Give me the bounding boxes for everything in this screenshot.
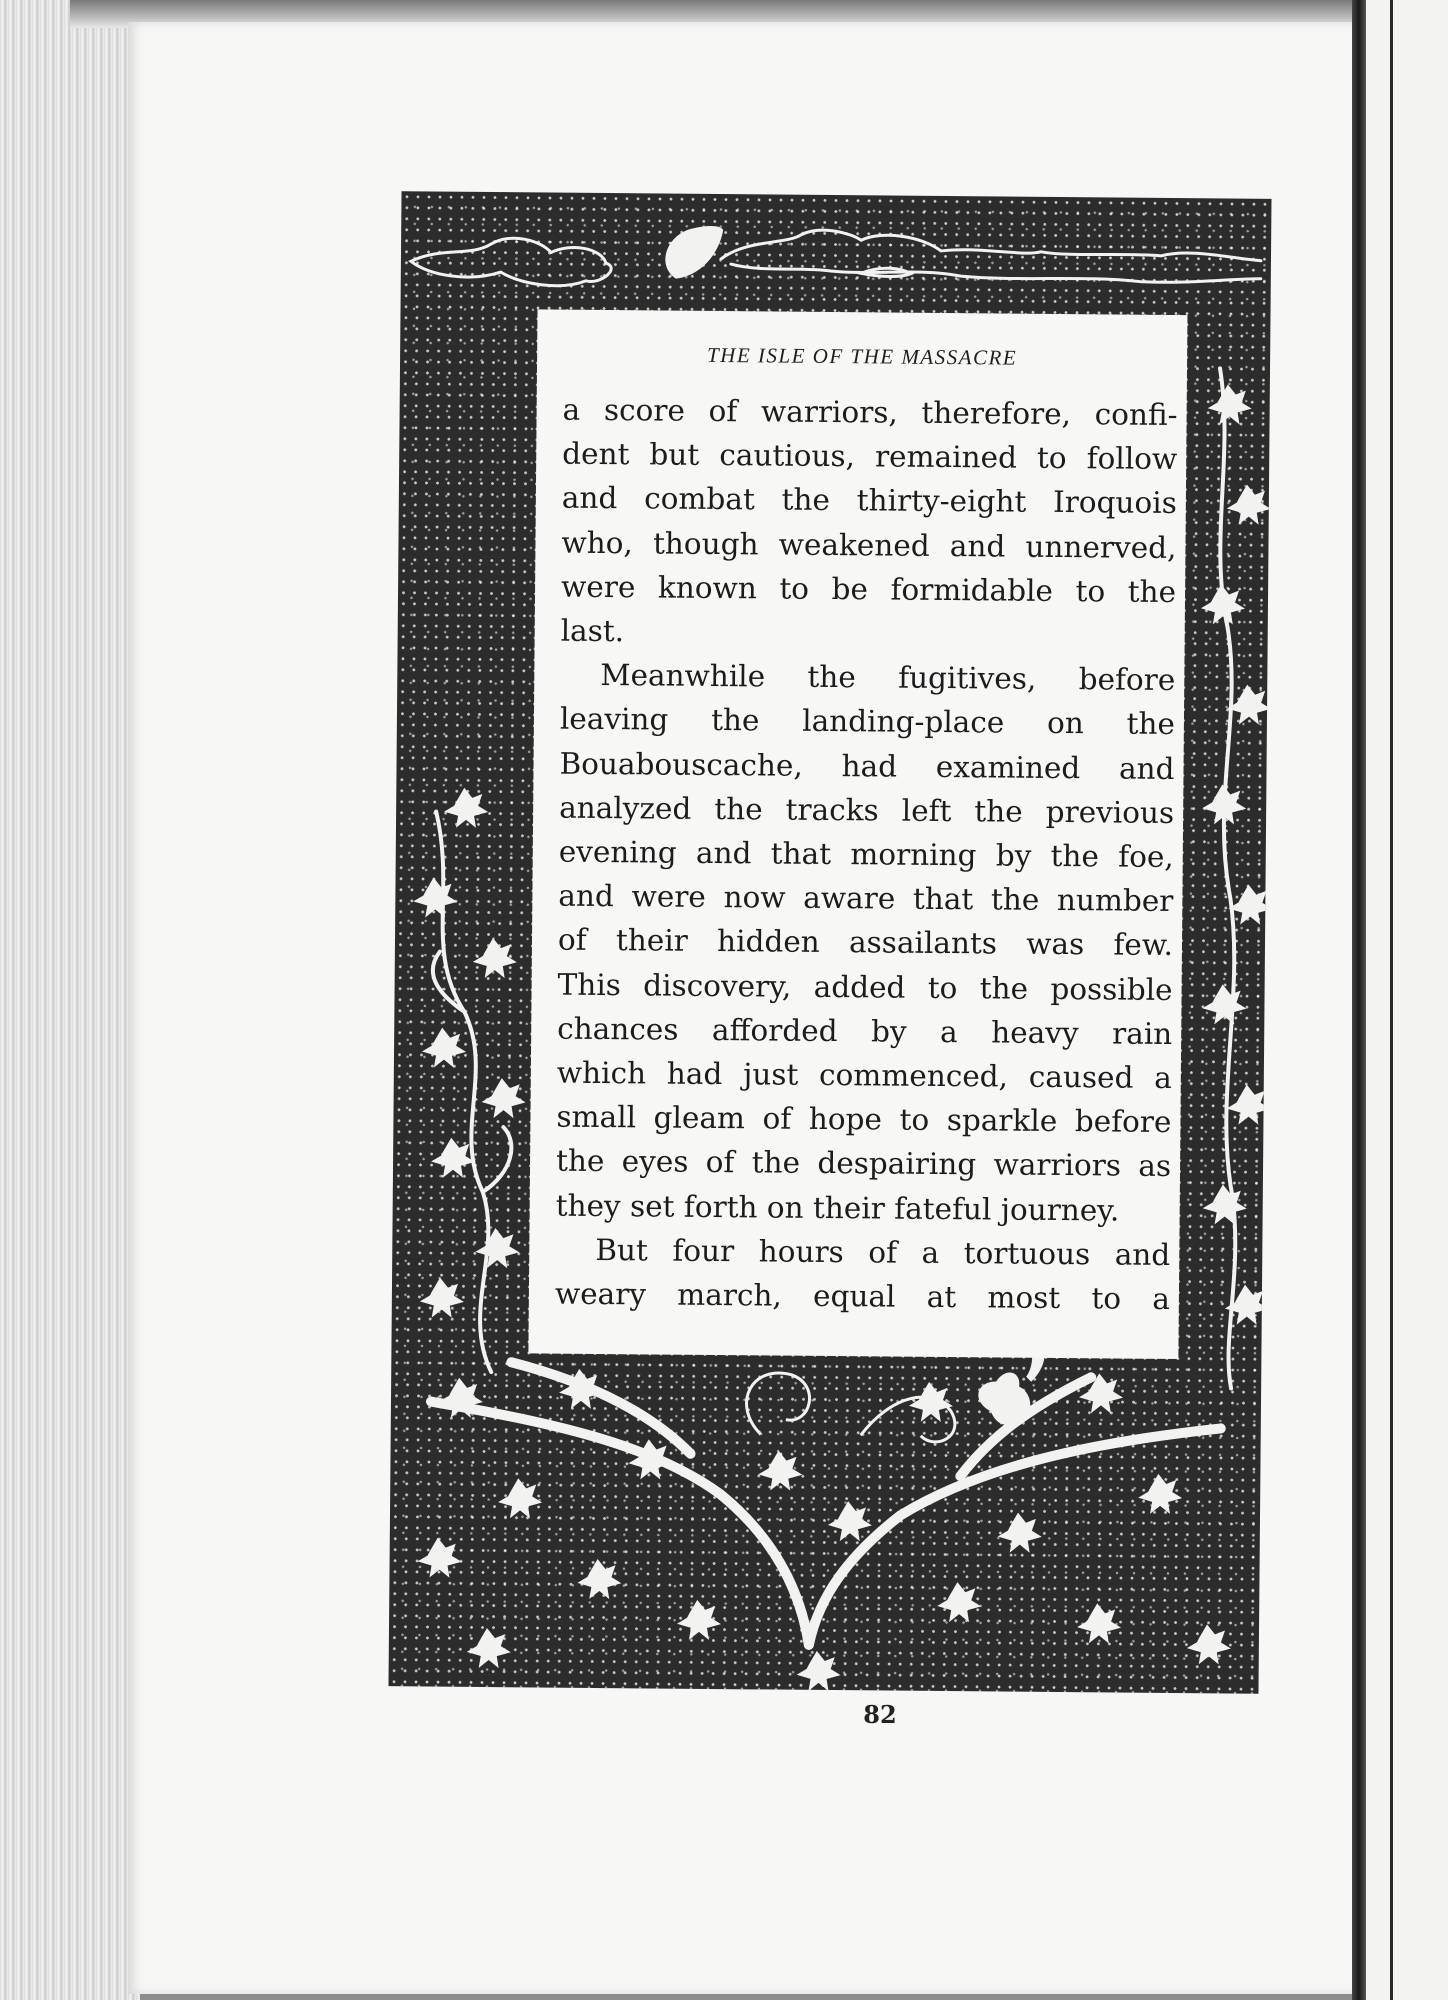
text-line: But four hours of a tortuous and — [595, 1232, 1171, 1272]
text-line: they set forth on their fateful journey. — [555, 1188, 1120, 1228]
curl-left — [746, 1373, 809, 1435]
text-line: of their hidden assailants was few. — [557, 923, 1174, 963]
facing-page — [1366, 0, 1448, 2000]
text-line: chances afforded by a heavy rain — [557, 1011, 1173, 1051]
decorative-border — [388, 191, 1271, 1694]
cloud-right — [721, 229, 1261, 283]
book-gutter — [1352, 0, 1366, 2000]
text-line: evening and that morning by the foe, — [558, 834, 1174, 875]
text-line: weary march, equal at most to a — [554, 1276, 1171, 1317]
text-line: analyzed the tracks left the previous — [559, 790, 1175, 830]
text-line: and combat the thirty-eight Iroquois — [561, 481, 1177, 521]
text-line: leaving the landing-place on the — [559, 702, 1176, 742]
text-line: Meanwhile the fugitives, before — [600, 658, 1176, 698]
text-line: dent but cautious, remained to follow — [562, 436, 1178, 477]
text-line: a score of warriors, therefore, confi- — [562, 392, 1178, 433]
crescent-moon-icon — [665, 226, 723, 279]
text-line: who, though weakened and unnerved, — [561, 525, 1177, 565]
text-line: small gleam of hope to sparkle before — [556, 1099, 1172, 1140]
text-line: were known to be formidable to the — [560, 569, 1177, 609]
facing-page-rule — [1390, 0, 1393, 2000]
text-line: the eyes of the despairing warriors as — [555, 1144, 1172, 1184]
text-line: last. — [560, 613, 625, 649]
body-text — [555, 388, 1178, 1322]
text-line: which had just commenced, caused a — [556, 1055, 1172, 1096]
cloud-left — [411, 237, 612, 286]
right-vine — [1211, 368, 1243, 1388]
branch-left — [429, 1402, 811, 1645]
text-line: Bouabouscache, had examined and — [559, 746, 1175, 786]
running-head: THE ISLE OF THE MASSACRE — [706, 342, 1018, 370]
text-panel — [528, 309, 1187, 1359]
page-edges — [0, 0, 140, 2000]
page-number: 82 — [863, 1700, 897, 1729]
text-line: This discovery, added to the possible — [557, 967, 1173, 1007]
text-line: and were now aware that the number — [558, 878, 1174, 919]
